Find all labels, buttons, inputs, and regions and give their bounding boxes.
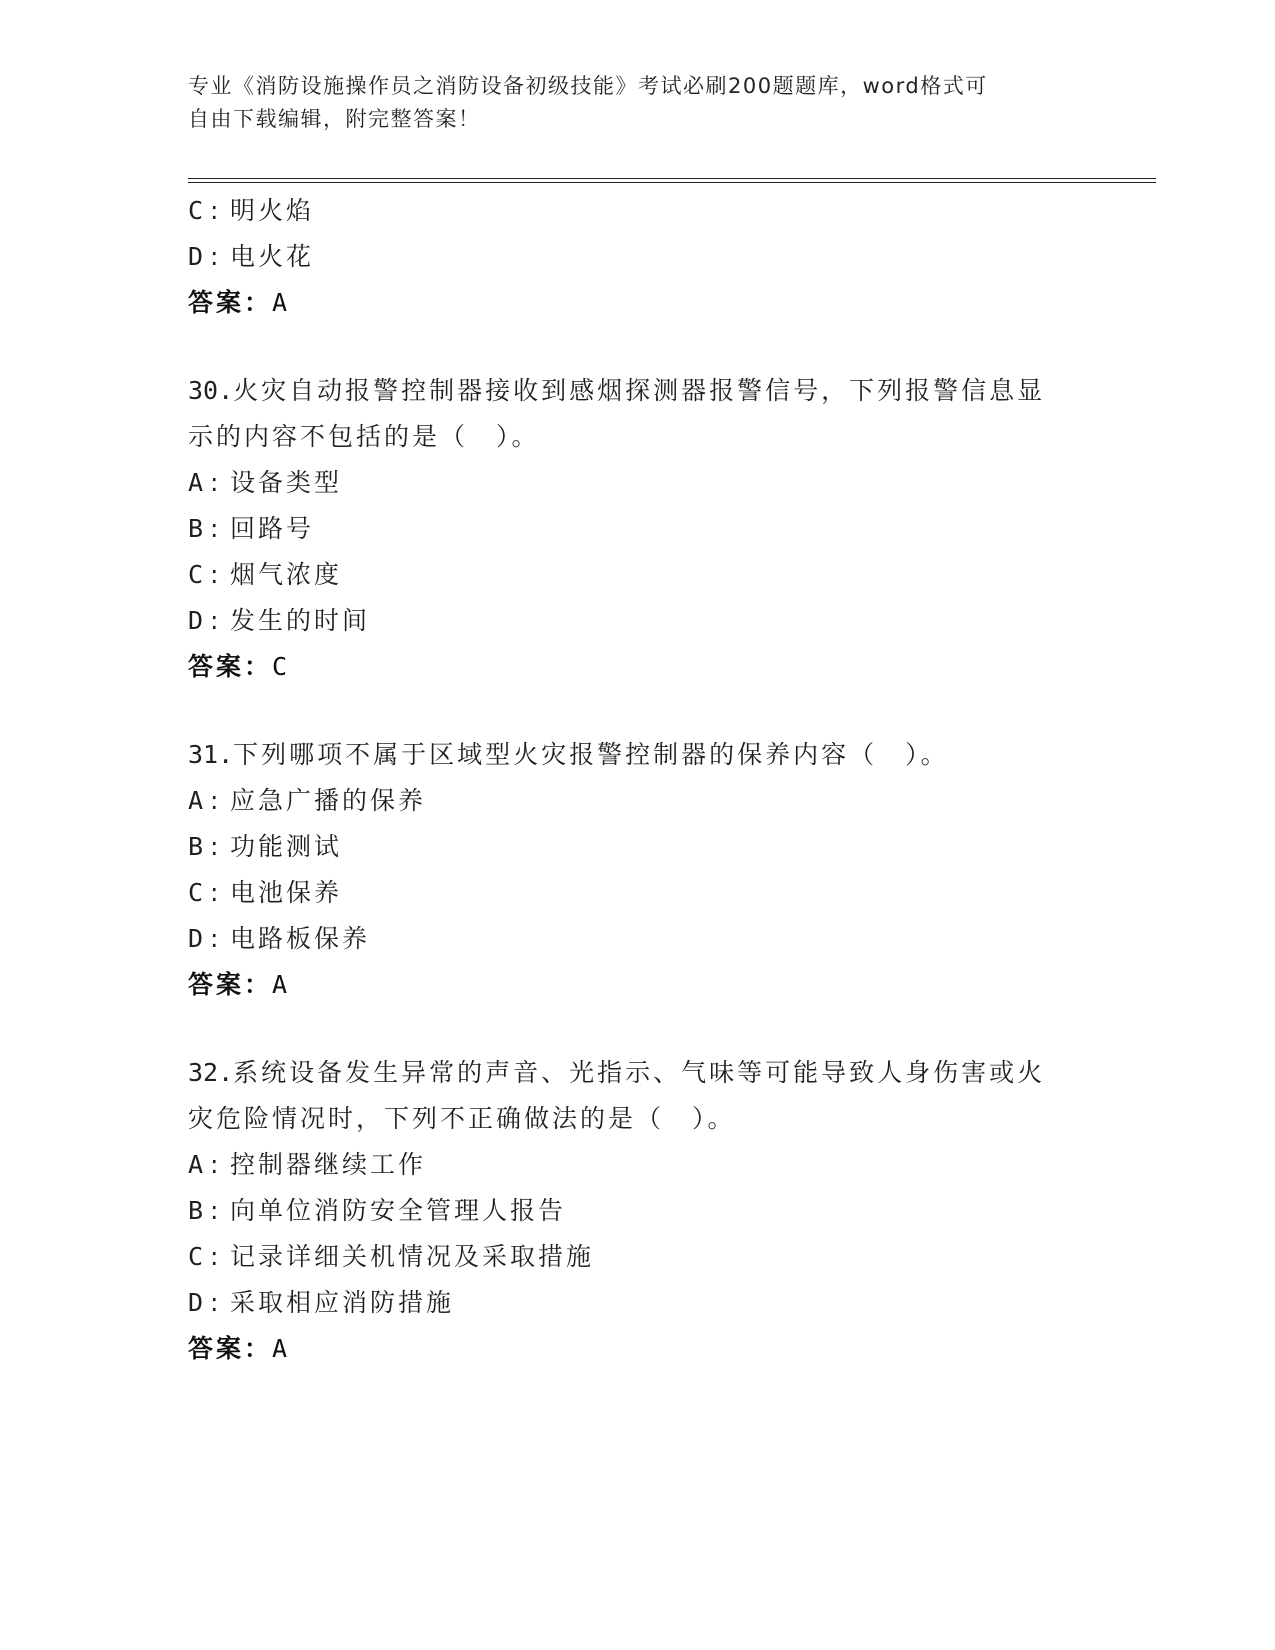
- option-d: D : 电火花: [188, 242, 315, 271]
- question-31: [188, 732, 1088, 1008]
- answer-line: 答案：A: [188, 970, 291, 999]
- option-c: C : 烟气浓度: [188, 560, 343, 589]
- question-stem-line: 31.下列哪项不属于区域型火灾报警控制器的保养内容（ ）。: [188, 740, 949, 769]
- question-stem-line: 灾危险情况时，下列不正确做法的是（ ）。: [188, 1104, 736, 1133]
- option-d: D : 发生的时间: [188, 606, 371, 635]
- option-a: A : 设备类型: [188, 468, 343, 497]
- option-d: D : 采取相应消防措施: [188, 1288, 455, 1317]
- answer-line: 答案：C: [188, 652, 291, 681]
- option-b: B : 回路号: [188, 514, 315, 543]
- question-stem-line: 示的内容不包括的是（ ）。: [188, 422, 540, 451]
- answer-line: 答案：A: [188, 288, 291, 317]
- header-divider-top: [188, 178, 1156, 179]
- option-c: C : 明火焰: [188, 196, 315, 225]
- question-stem-line: 32.系统设备发生异常的声音、光指示、气味等可能导致人身伤害或火: [188, 1058, 1046, 1087]
- answer-line: 答案：A: [188, 1334, 291, 1363]
- option-a: A : 控制器继续工作: [188, 1150, 427, 1179]
- option-c: C : 记录详细关机情况及采取措施: [188, 1242, 595, 1271]
- header-line-1: 专业《消防设施操作员之消防设备初级技能》考试必刷200题题库，word格式可: [188, 74, 988, 98]
- header-divider-bottom: [188, 182, 1156, 183]
- question-stem-line: 30.火灾自动报警控制器接收到感烟探测器报警信号，下列报警信息显: [188, 376, 1046, 405]
- option-c: C : 电池保养: [188, 878, 343, 907]
- document-header: [188, 70, 1068, 136]
- question-32: [188, 1050, 1088, 1372]
- question-30: [188, 368, 1088, 690]
- question-fragment: [188, 188, 1088, 326]
- option-d: D : 电路板保养: [188, 924, 371, 953]
- header-line-2: 自由下载编辑，附完整答案！: [188, 107, 481, 131]
- question-content: [188, 188, 1088, 1372]
- option-a: A : 应急广播的保养: [188, 786, 427, 815]
- option-b: B : 功能测试: [188, 832, 343, 861]
- option-b: B : 向单位消防安全管理人报告: [188, 1196, 567, 1225]
